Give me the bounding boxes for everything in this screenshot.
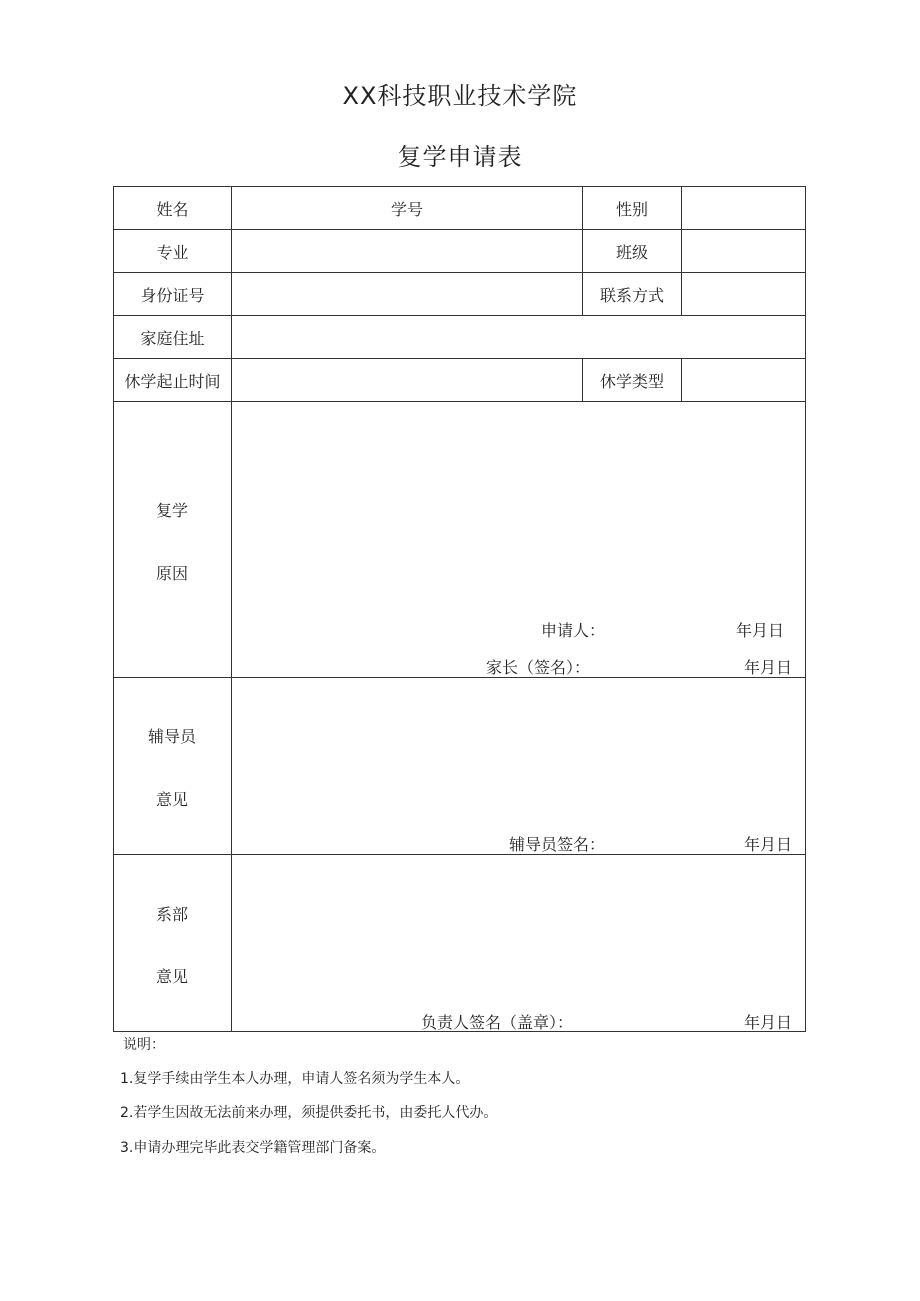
department-opinion-field[interactable] (232, 855, 805, 995)
applicant-date: 年月日 (736, 621, 785, 640)
suspension-period-label: 休学起止时间 (124, 371, 221, 391)
parent-date: 年月日 (744, 658, 793, 677)
counselor-signature-label: 辅导员签名： (509, 835, 606, 854)
note-item: 1.复学手续由学生本人办理，申请人签名须为学生本人。 (120, 1071, 470, 1087)
address-label: 家庭住址 (140, 328, 205, 348)
class-label: 班级 (615, 242, 648, 262)
major-field[interactable] (232, 230, 582, 272)
department-label-line2: 意见 (156, 967, 189, 986)
gender-field[interactable] (682, 187, 805, 229)
suspension-period-field[interactable] (232, 359, 582, 401)
reason-label-line2: 原因 (156, 564, 189, 583)
name-label: 姓名 (156, 199, 189, 219)
department-label-line1: 系部 (156, 905, 189, 924)
contact-field[interactable] (682, 273, 805, 315)
notes-heading: 说明： (123, 1037, 165, 1053)
applicant-signature-label: 申请人： (541, 621, 606, 640)
reason-field[interactable] (232, 402, 805, 602)
reason-label-line1: 复学 (156, 501, 189, 520)
major-label: 专业 (156, 242, 189, 262)
note-item: 2.若学生因故无法前来办理，须提供委托书，由委托人代办。 (120, 1105, 498, 1121)
parent-signature-label: 家长（签名）： (486, 658, 591, 677)
department-date: 年月日 (744, 1013, 793, 1032)
institution-title: XX科技职业技术学院 (342, 82, 578, 110)
counselor-label-line2: 意见 (156, 790, 189, 809)
counselor-opinion-field[interactable] (232, 678, 805, 818)
suspension-type-field[interactable] (682, 359, 805, 401)
form-title: 复学申请表 (397, 143, 523, 171)
address-field[interactable] (232, 316, 805, 358)
note-item: 3.申请办理完毕此表交学籍管理部门备案。 (120, 1140, 386, 1156)
department-signature-label: 负责人签名（盖章）： (421, 1013, 574, 1032)
gender-label: 性别 (615, 199, 648, 219)
counselor-label-line1: 辅导员 (148, 727, 197, 746)
suspension-type-label: 休学类型 (599, 371, 664, 391)
id-number-field[interactable] (232, 273, 582, 315)
class-field[interactable] (682, 230, 805, 272)
contact-label: 联系方式 (599, 285, 664, 305)
id-number-label: 身份证号 (140, 285, 205, 305)
counselor-date: 年月日 (744, 835, 793, 854)
student-id-label: 学号 (390, 199, 423, 219)
